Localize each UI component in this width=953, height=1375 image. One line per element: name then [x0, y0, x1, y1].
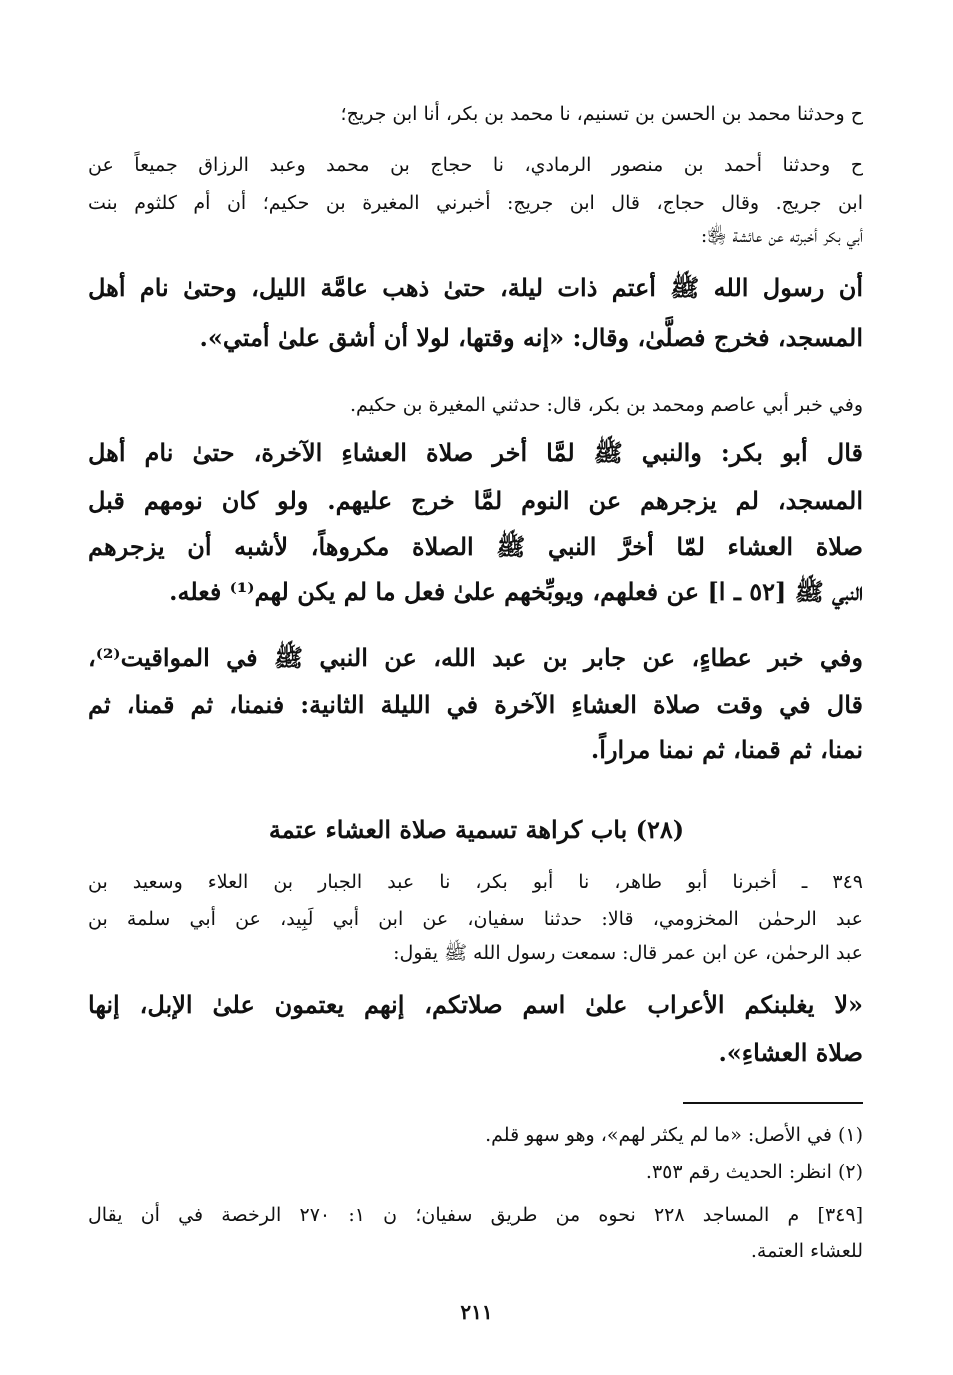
- footnote-separator: [683, 1102, 863, 1104]
- footnote-1: (١) في الأصل: «ما لم يكثر لهم»، وهو سهو قلم.: [485, 1124, 863, 1146]
- text-line: [٣٤٩] م المساجد ٢٢٨ نحوه من طريق سفيان؛ ن ١: ٢٧٠ الرخصة في أن يقال: [88, 1204, 863, 1226]
- text-line: ح وحدثنا محمد بن الحسن بن تسنيم، نا محمد بن بكر، أنا ابن جريج؛: [340, 103, 863, 125]
- text-line: وفي خبر أبي عاصم ومحمد بن بكر، قال: حدثني المغيرة بن حكيم.: [350, 394, 863, 416]
- text-line: قال في وقت صلاة العشاءِ الآخرة في الليلة الثانية: فنمنا، ثم قمنا، ثم: [88, 690, 863, 719]
- text-line: ابن جريج. وقال حجاج، قال ابن جريج: أخبرني المغيرة بن حكيم؛ أن أم كلثوم بنت: [88, 192, 863, 214]
- text-line: عبد الرحمٰن، عن ابن عمر قال: سمعت رسول الله ﷺ يقول:: [393, 942, 863, 964]
- text-line: للعشاء العتمة.: [750, 1240, 863, 1262]
- text-line: ح وحدثنا أحمد بن منصور الرمادي، نا حجاج بن محمد وعبد الرزاق جميعاً عن: [88, 154, 863, 176]
- text-line: النبي ﷺ [٥٢ ـ ا] عن فعلهم، ويوبِّخهم علىٰ فعل ما لم يكن لهم⁽¹⁾ فعله.: [169, 577, 863, 606]
- footnote-2: (٢) انظر: الحديث رقم ٣٥٣.: [645, 1161, 863, 1183]
- text-line: أن رسول الله ﷺ أعتم ذات ليلة، حتىٰ ذهب عامَّة الليل، وحتىٰ نام أهل: [88, 273, 863, 302]
- text-line: وفي خبر عطاءٍ، عن جابر بن عبد الله، عن النبي ﷺ في المواقيت⁽²⁾،: [88, 643, 863, 672]
- text-line: قال أبو بكر: والنبي ﷺ لمَّا أخر صلاة العشاءِ الآخرة، حتىٰ نام أهل: [88, 438, 863, 467]
- page-number: ٢١١: [460, 1300, 493, 1324]
- text-line: صلاة العشاء لمّا أخرَّ النبي ﷺ الصلاة مكروهاً، لأشبه أن يزجرهم: [88, 532, 863, 561]
- text-line: صلاة العشاءِ».: [718, 1038, 863, 1067]
- text-line: ٣٤٩ ـ أخبرنا أبو طاهر، نا أبو بكر، نا عبد الجبار بن العلاء وسعيد بن: [88, 871, 863, 893]
- text-line: نمنا، ثم قمنا، ثم نمنا مراراً.: [590, 735, 863, 764]
- chapter-heading: (٢٨) باب كراهة تسمية صلاة العشاء عتمة: [268, 815, 685, 844]
- text-line: المسجد، فخرج فصلَّىٰ، وقال: «إنه وقتها، لولا أن أشق علىٰ أمتي».: [199, 323, 863, 352]
- text-line: المسجد، لم يزجرهم عن النوم لمَّا خرج عليهم. ولو كان نومهم قبل: [88, 486, 863, 515]
- text-line: أبي بكر أخبرته عن عائشة ﵂:: [700, 225, 863, 247]
- text-line: عبد الرحمٰن المخزومي، قالا: حدثنا سفيان، عن ابن أبي لَبِيد، عن أبي سلمة بن: [88, 908, 863, 930]
- text-line: «لا يغلبنكم الأعراب علىٰ اسم صلاتكم، إنهم يعتمون علىٰ الإبل، إنها: [88, 990, 863, 1019]
